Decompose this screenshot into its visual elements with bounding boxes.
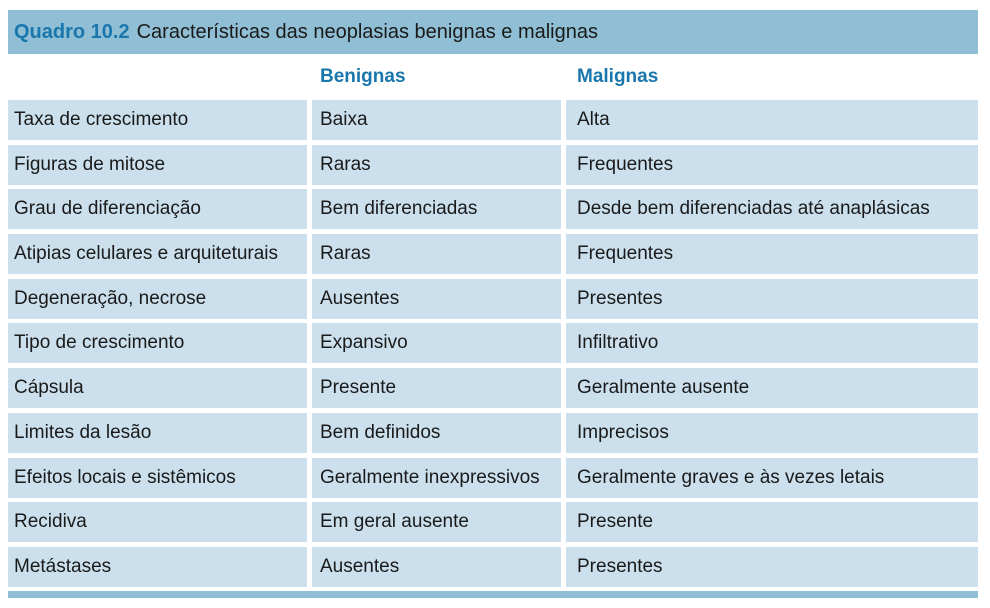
malign-cell: Imprecisos xyxy=(566,413,978,453)
benign-cell: Raras xyxy=(312,145,561,185)
benign-cell: Expansivo xyxy=(312,323,561,363)
benign-cell: Geralmente inexpressivos xyxy=(312,458,561,498)
malign-cell: Desde bem diferenciadas até anaplásicas xyxy=(566,189,978,229)
feature-cell: Metástases xyxy=(8,547,307,587)
column-header-benignas: Benignas xyxy=(320,66,406,87)
malign-cell: Presentes xyxy=(566,279,978,319)
benign-cell: Em geral ausente xyxy=(312,502,561,542)
benign-cell: Presente xyxy=(312,368,561,408)
benign-cell: Ausentes xyxy=(312,279,561,319)
table-body xyxy=(8,100,978,587)
benign-cell: Baixa xyxy=(312,100,561,140)
feature-cell: Recidiva xyxy=(8,502,307,542)
malign-cell: Alta xyxy=(566,100,978,140)
malign-cell: Geralmente graves e às vezes letais xyxy=(566,458,978,498)
malign-cell: Infiltrativo xyxy=(566,323,978,363)
benign-cell: Bem definidos xyxy=(312,413,561,453)
benign-cell: Raras xyxy=(312,234,561,274)
feature-cell: Atipias celulares e arquiteturais xyxy=(8,234,307,274)
feature-cell: Tipo de crescimento xyxy=(8,323,307,363)
malign-cell: Presente xyxy=(566,502,978,542)
table-footer-bar xyxy=(8,591,978,598)
malign-cell: Frequentes xyxy=(566,234,978,274)
feature-cell: Grau de diferenciação xyxy=(8,189,307,229)
feature-cell: Limites da lesão xyxy=(8,413,307,453)
malign-cell: Frequentes xyxy=(566,145,978,185)
quadro-table xyxy=(8,10,978,598)
table-title-bar xyxy=(8,10,978,54)
table-number-label: Quadro 10.2 xyxy=(14,20,130,43)
feature-cell: Efeitos locais e sistêmicos xyxy=(8,458,307,498)
feature-cell: Figuras de mitose xyxy=(8,145,307,185)
benign-cell: Bem diferenciadas xyxy=(312,189,561,229)
column-header-row xyxy=(8,54,978,100)
column-header-malignas: Malignas xyxy=(577,66,659,87)
feature-cell: Degeneração, necrose xyxy=(8,279,307,319)
feature-cell: Cápsula xyxy=(8,368,307,408)
malign-cell: Geralmente ausente xyxy=(566,368,978,408)
table-title: Características das neoplasias benignas e malignas xyxy=(136,20,598,43)
benign-cell: Ausentes xyxy=(312,547,561,587)
feature-cell: Taxa de crescimento xyxy=(8,100,307,140)
malign-cell: Presentes xyxy=(566,547,978,587)
